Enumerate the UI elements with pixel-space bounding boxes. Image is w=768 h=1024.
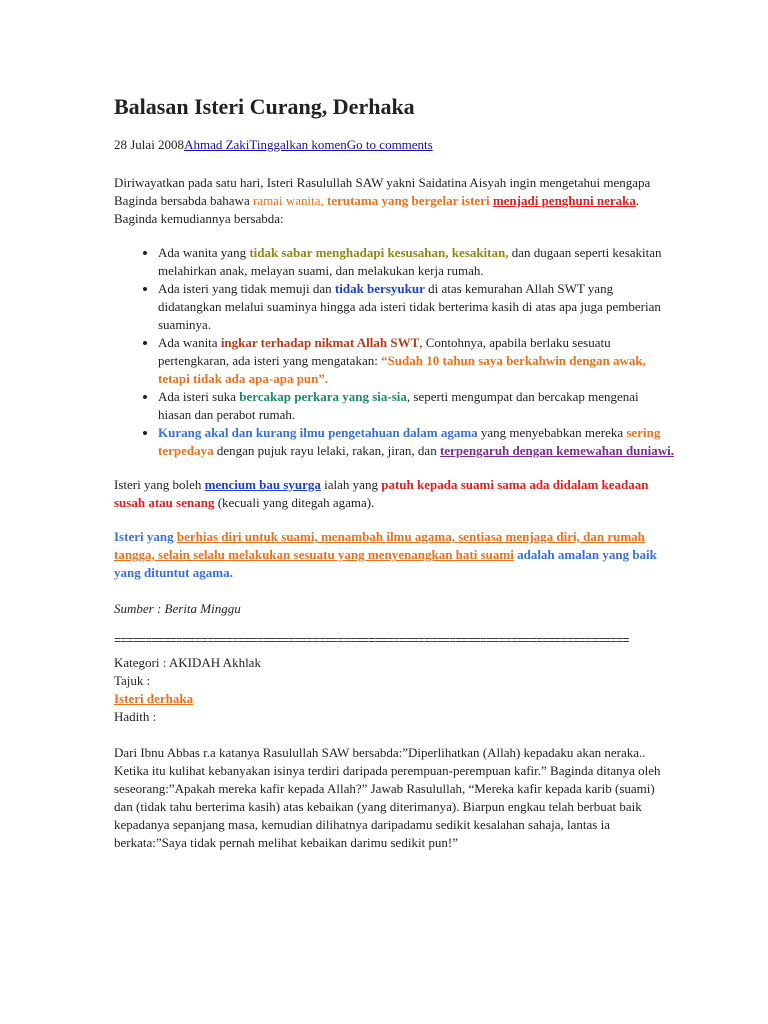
article (114, 92, 674, 852)
intro-paragraph (114, 174, 674, 228)
leave-comment-link[interactable]: Tinggalkan komen (249, 137, 347, 152)
go-to-comments-link[interactable]: Go to comments (346, 137, 433, 152)
intro-text-end: . Baginda kemudiannya bersabda: (114, 193, 640, 226)
item-highlight: terpengaruh dengan kemewahan duniawi. (439, 443, 674, 458)
list-item (158, 244, 674, 280)
item-highlight: Kurang akal dan kurang ilmu pengetahuan dalam agama (158, 425, 478, 440)
page-title: Balasan Isteri Curang, Derhaka (114, 94, 415, 119)
item-text: Ada isteri suka (158, 389, 240, 404)
paragraph-amalan (114, 528, 674, 582)
tajuk-highlight: Isteri derhaka (114, 691, 194, 706)
item-quote: “Sudah 10 tahun saya berkahwin dengan awak, tetapi tidak ada apa-apa pun”. (158, 353, 646, 386)
para-text: ialah yang (320, 477, 382, 492)
item-highlight: tidak sabar menghadapi kesusahan, kesakitan, (249, 245, 509, 260)
list-item (158, 280, 674, 334)
divider-line: =================================================================================== (114, 634, 629, 648)
item-text: Ada wanita (158, 335, 221, 350)
item-highlight: sering terpedaya (158, 425, 661, 458)
reasons-list (114, 244, 674, 460)
item-text: Ada isteri yang tidak memuji dan (158, 281, 335, 296)
item-text: dan dugaan seperti kesakitan melahirkan anak, melayan suami, dan melakukan kerja rumah. (158, 245, 662, 278)
item-text: yang menyebabkan mereka (477, 425, 627, 440)
list-item (158, 388, 674, 424)
tajuk-value (114, 690, 674, 708)
intro-highlight-2: terutama yang bergelar isteri (326, 193, 490, 208)
para-highlight: mencium bau syurga (204, 477, 321, 492)
para-highlight: adalah amalan yang baik yang dituntut agama. (114, 547, 657, 580)
list-item (158, 424, 674, 460)
source-line: Sumber : Berita Minggu (114, 601, 241, 616)
author-link[interactable]: Ahmad Zaki (184, 137, 250, 152)
list-item (158, 334, 674, 388)
intro-highlight-3: menjadi penghuni neraka (492, 193, 636, 208)
tajuk-label: Tajuk : (114, 673, 151, 688)
para-text: (kecuali yang ditegah agama). (214, 495, 375, 510)
intro-highlight-1: ramai wanita, (252, 193, 327, 208)
hadith-label: Hadith : (114, 709, 157, 724)
post-meta (114, 136, 674, 154)
item-highlight: ingkar terhadap nikmat Allah SWT (220, 335, 420, 350)
hadith-text: Dari Ibnu Abbas r.a katanya Rasulullah SAW bersabda:”Diperlihatkan (Allah) kepadaku akan neraka.. Ketika itu kulihat kebanyakan isinya terdiri daripada perempuan-perempuan kafir.” Baginda ditanya oleh seseorang:”Apakah mereka kafir kepada Allah?” Jawab Rasulullah, “Mereka kafir kepada karib (suami) dan (tidak tahu berterima kasih) atas kebaikan (yang diterimanya). Biarpun engkau telah berbuat baik kepadanya sepanjang masa, kemudian dilihatnya daripadamu sedikit kesalahan sahaja, lantas ia berkata:”Saya tidak pernah melihat kebaikan darimu sedikit pun!” (114, 745, 661, 850)
para-text: Isteri yang boleh (114, 477, 205, 492)
item-highlight: tidak bersyukur (334, 281, 425, 296)
category-line: Kategori : AKIDAH Akhlak (114, 655, 261, 670)
item-text: Ada wanita yang (158, 245, 250, 260)
item-text: , Contohnya, apabila berlaku sesuatu pertengkaran, ada isteri yang mengatakan: (158, 335, 611, 368)
paragraph-syurga (114, 476, 674, 512)
item-text: dengan pujuk rayu lelaki, rakan, jiran, dan (213, 443, 440, 458)
para-highlight: Isteri yang (114, 529, 177, 544)
item-highlight: bercakap perkara yang sia-sia (239, 389, 407, 404)
item-text: , seperti mengumpat dan bercakap mengenai hiasan dan perabot rumah. (158, 389, 639, 422)
para-highlight: berhias diri untuk suami, menambah ilmu agama, sentiasa menjaga diri, dan rumah tangga, selain selalu melakukan sesuatu yang menyenangkan hati suami (114, 529, 645, 562)
intro-text: Diriwayatkan pada satu hari, Isteri Rasulullah SAW yakni Saidatina Aisyah ingin mengetahui mengapa Baginda bersabda bahawa (114, 175, 651, 208)
item-text: di atas kemurahan Allah SWT yang didatangkan melalui suaminya hingga ada isteri tidak berterima kasih di atas apa juga pemberian suaminya. (158, 281, 661, 332)
para-highlight: patuh kepada suami sama ada didalam keadaan susah atau senang (114, 477, 649, 510)
post-date: 28 Julai 2008 (114, 137, 185, 152)
